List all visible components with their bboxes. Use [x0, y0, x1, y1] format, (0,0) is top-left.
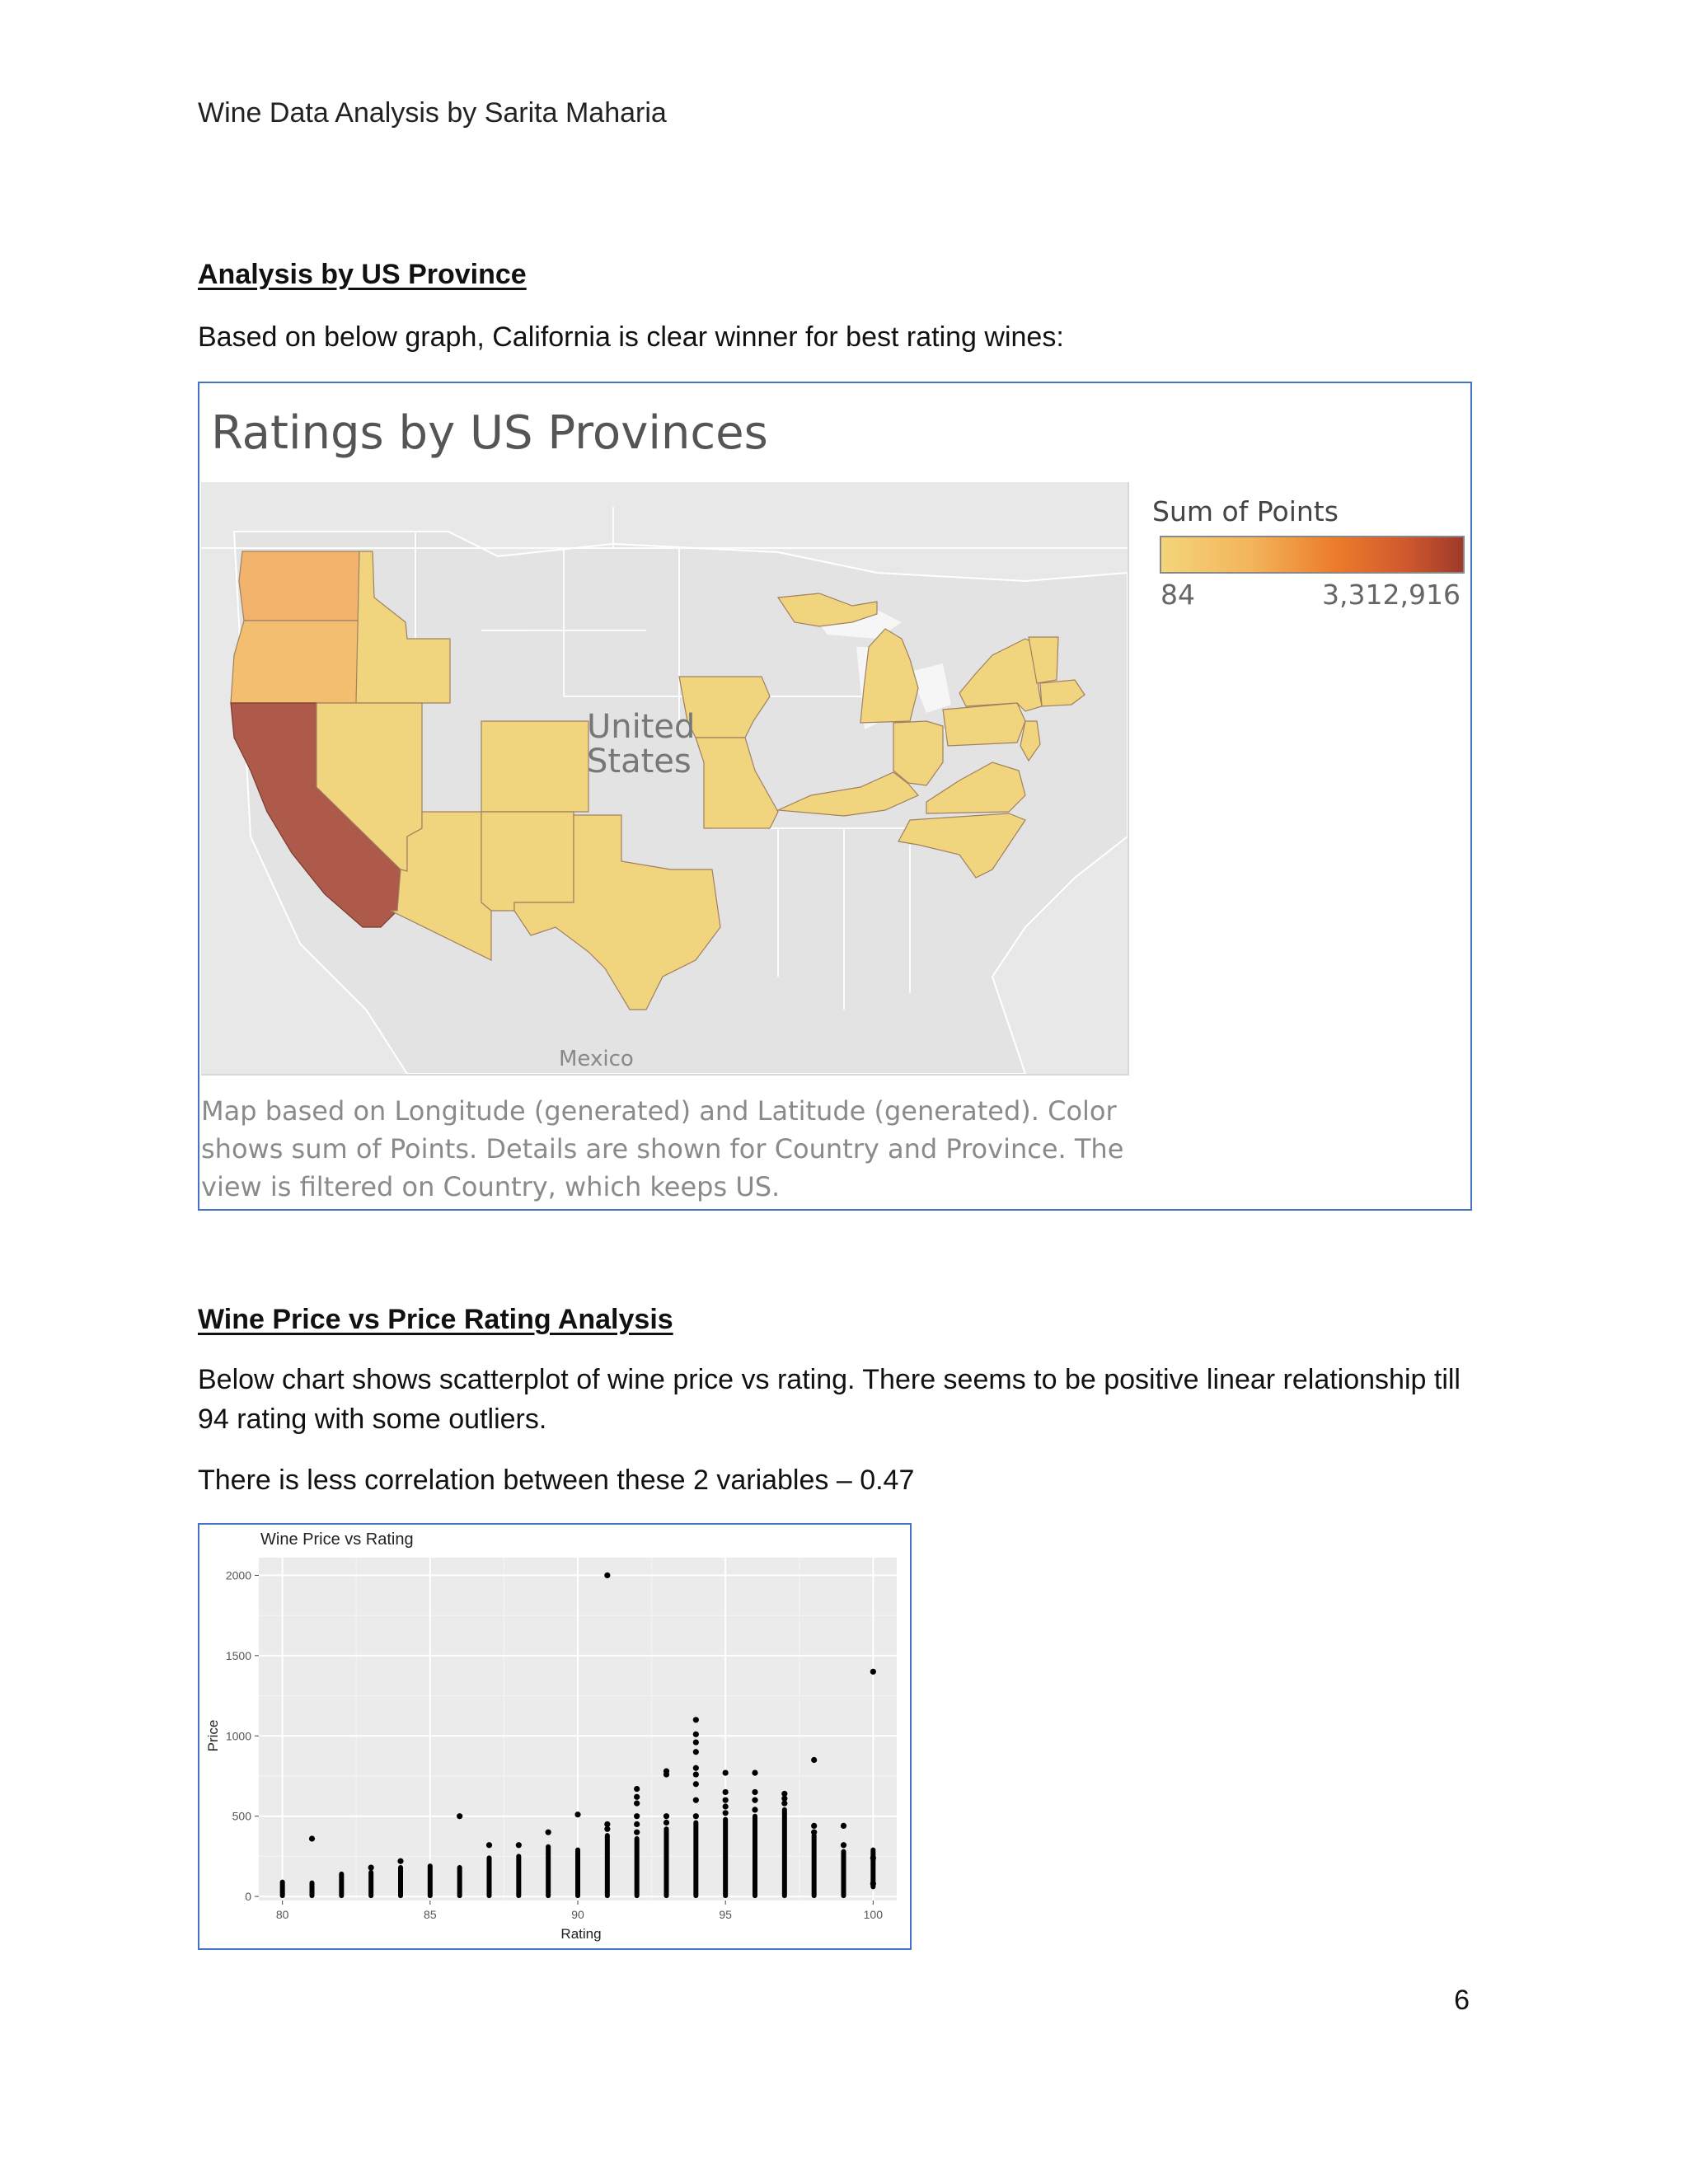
scatter-point: [574, 1811, 580, 1817]
scatter-point: [663, 1813, 669, 1819]
scatter-point: [723, 1789, 729, 1795]
scatter-point: [841, 1823, 846, 1829]
state-colorado: [481, 721, 588, 812]
scatter-point: [634, 1813, 640, 1819]
section-para-scatter: Below chart shows scatterplot of wine price vs rating. There seems to be positive linear relationship till 94 rating with some outliers.: [198, 1364, 1461, 1435]
scatter-point: [752, 1797, 757, 1803]
y-axis-label: Price: [205, 1719, 221, 1752]
legend-title: Sum of Points: [1152, 495, 1339, 527]
legend-color-bar: [1160, 536, 1465, 574]
section-heading-province: Analysis by US Province: [198, 259, 527, 290]
map-title: Ratings by US Provinces: [211, 406, 768, 460]
scatter-point: [663, 1820, 669, 1825]
scatter-point: [634, 1794, 640, 1800]
y-tick-label: 1000: [225, 1729, 251, 1743]
scatter-point: [663, 1769, 669, 1774]
scatter-point: [723, 1803, 729, 1809]
chart-title: Wine Price vs Rating: [260, 1530, 414, 1549]
scatter-point: [870, 1881, 876, 1886]
scatter-point: [457, 1813, 462, 1819]
map-label-united: United: [587, 708, 696, 746]
state-new-mexico: [481, 812, 574, 911]
scatter-point: [841, 1842, 846, 1848]
scatter-point: [693, 1765, 699, 1771]
scatter-point: [693, 1813, 699, 1819]
scatter-point: [723, 1810, 729, 1816]
map-label-states: States: [587, 743, 692, 780]
scatter-point: [781, 1791, 787, 1797]
scatter-point: [397, 1858, 403, 1864]
scatter-point: [811, 1830, 817, 1835]
us-map-svg: [201, 482, 1128, 1074]
map-caption: Map based on Longitude (generated) and Latitude (generated). Color shows sum of Points. Details are shown for Country and Province. The view is filtered on Country, which keeps US.: [201, 1095, 1124, 1202]
map-figure: [198, 382, 1472, 1211]
legend-max-label: 3,312,916: [1322, 579, 1461, 611]
state-washington: [239, 551, 359, 621]
scatter-point: [752, 1807, 757, 1812]
scatter-point: [546, 1830, 551, 1835]
scatter-point: [752, 1789, 757, 1795]
y-tick-label: 2000: [225, 1568, 251, 1582]
scatter-point: [870, 1855, 876, 1861]
scatter-point: [516, 1842, 522, 1848]
page-number: 6: [1454, 1985, 1470, 2016]
scatter-point: [634, 1830, 640, 1835]
scatter-figure: [198, 1523, 912, 1950]
x-tick-label: 90: [571, 1908, 584, 1921]
scatter-point: [604, 1572, 610, 1578]
scatter-point: [693, 1771, 699, 1777]
scatter-point: [752, 1769, 757, 1775]
section-para-correlation: There is less correlation between these 2 variables – 0.47: [198, 1465, 915, 1496]
y-tick-label: 1500: [225, 1648, 251, 1662]
scatter-point: [693, 1739, 699, 1745]
scatter-chart: [199, 1525, 910, 1948]
legend-min-label: 84: [1160, 579, 1195, 611]
section-heading-price: Wine Price vs Price Rating Analysis: [198, 1304, 673, 1335]
state-pennsylvania: [943, 703, 1025, 746]
x-tick-label: 100: [863, 1908, 884, 1921]
scatter-point: [634, 1821, 640, 1827]
scatter-point: [693, 1732, 699, 1737]
y-tick-label: 500: [232, 1809, 251, 1823]
scatter-point: [604, 1821, 610, 1827]
scatter-point: [486, 1842, 492, 1848]
scatter-point: [723, 1769, 729, 1775]
scatter-point: [870, 1669, 876, 1675]
state-oregon: [231, 621, 359, 703]
map-label-mexico: Mexico: [559, 1047, 634, 1071]
scatter-point: [693, 1781, 699, 1787]
scatter-point: [634, 1786, 640, 1792]
scatter-point: [368, 1864, 374, 1870]
scatter-point: [693, 1797, 699, 1803]
scatter-point: [811, 1757, 817, 1763]
section-intro-province: Based on below graph, California is clear winner for best rating wines:: [198, 321, 1064, 353]
y-tick-label: 0: [245, 1890, 251, 1904]
x-axis-label: Rating: [560, 1926, 602, 1942]
scatter-point: [309, 1835, 315, 1841]
x-tick-label: 85: [424, 1908, 437, 1921]
scatter-point: [693, 1717, 699, 1722]
x-tick-label: 80: [275, 1908, 289, 1921]
scatter-point: [693, 1749, 699, 1755]
scatter-point: [634, 1801, 640, 1807]
x-tick-label: 95: [719, 1908, 732, 1921]
running-header: Wine Data Analysis by Sarita Maharia: [198, 97, 667, 129]
scatter-point: [723, 1797, 729, 1803]
scatter-point: [811, 1823, 817, 1829]
us-map: [201, 482, 1129, 1076]
